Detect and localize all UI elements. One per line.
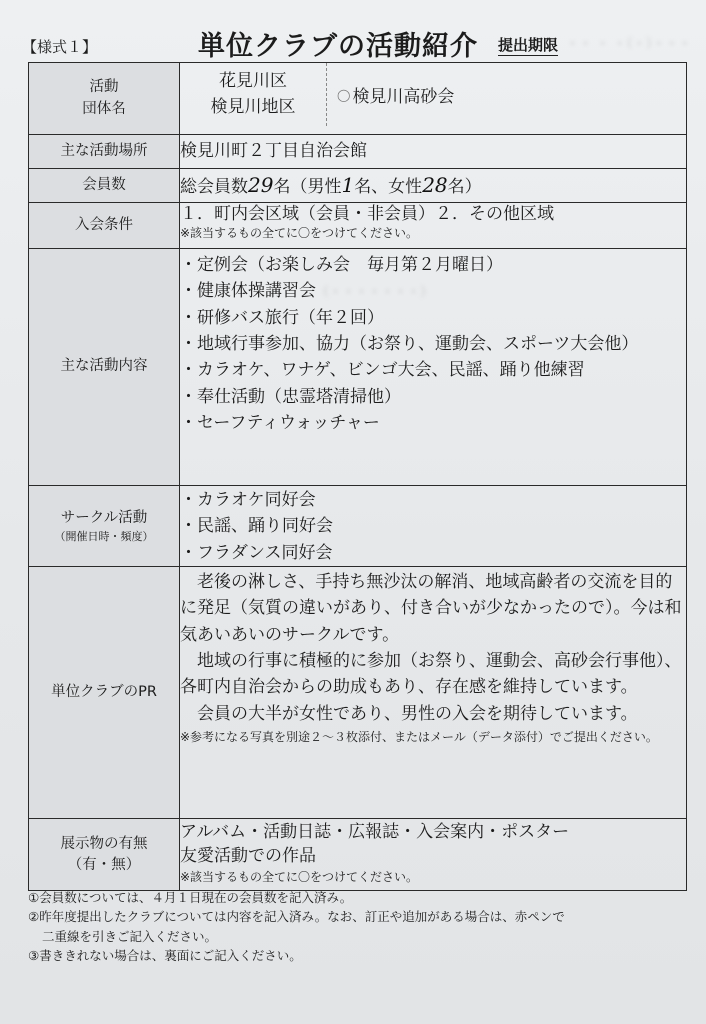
- row-pr: [29, 567, 687, 819]
- list-item: ・ 定例会（お楽しみ会 毎月第２月曜日）: [180, 255, 503, 275]
- document-title: 単位クラブの活動紹介: [198, 31, 478, 62]
- value-activities: [180, 249, 687, 486]
- label-exhibits-line2: （有・無）: [67, 856, 141, 873]
- list-item: ・ 健康体操講習会（・・・・・・・）: [180, 281, 434, 302]
- row-exhibits: [29, 819, 687, 891]
- pr-note: ※参考になる写真を別途２〜３枚添付、またはメール（データ添付）でご提出ください。: [180, 730, 658, 745]
- list-item: ・ 地域行事参加、協力（お祭り、運動会、スポーツ大会他）: [180, 334, 639, 355]
- value-conditions: [180, 203, 687, 249]
- list-item: ・ 研修バス旅行（年２回）: [180, 307, 384, 328]
- exhibits-line1: アルバム・活動日誌・広報誌・入会案内・ポスター: [180, 822, 570, 843]
- row-conditions: [29, 203, 687, 249]
- value-circles: [180, 486, 687, 567]
- footnote-1: ①会員数については、４月１日現在の会員数を記入済み。: [28, 890, 353, 905]
- label-place: 主な活動場所: [29, 135, 180, 169]
- list-item: ・ フラダンス同好会: [180, 542, 333, 563]
- list-item: ・ カラオケ、ワナゲ、ビンゴ大会、民謡、踊り他練習: [180, 360, 585, 381]
- footnote-2b: 二重線を引きご記入ください。: [42, 928, 218, 944]
- row-place: [29, 135, 687, 169]
- deadline-value-redacted: ・・ ・ ・（・）・・・: [566, 37, 692, 52]
- members-male-prefix: 名（男性: [273, 177, 342, 197]
- label-pr: 単位クラブのPR: [29, 567, 180, 819]
- list-item: ・ セーフティウォッチャー: [180, 413, 380, 434]
- activity-form-table: [28, 62, 687, 891]
- district-name: 検見川地区: [210, 96, 296, 117]
- list-item: ・ 民謡、踊り同好会: [180, 516, 333, 537]
- members-suffix: 名）: [447, 177, 482, 197]
- area-name: [180, 63, 327, 126]
- header: [0, 0, 706, 60]
- footnote-2a: ②昨年度提出したクラブについては内容を記入済み。なお、訂正や追加がある場合は、赤ペンで: [28, 909, 565, 925]
- label-organization-line1: 活動: [89, 79, 119, 96]
- pr-paragraph: 会員の大半が女性であり、男性の入会を期待しています。: [197, 703, 638, 724]
- label-conditions: 入会条件: [29, 203, 180, 249]
- members-total-handwritten: 29: [248, 173, 274, 197]
- row-circles: [29, 486, 687, 567]
- label-activities: 主な活動内容: [29, 249, 180, 486]
- label-exhibits-line1: 展示物の有無: [60, 835, 148, 852]
- value-pr: [180, 567, 687, 819]
- members-prefix: 総会員数: [180, 177, 248, 197]
- label-organization: [29, 63, 180, 135]
- value-exhibits: [180, 819, 687, 891]
- circle-mark: ◯: [337, 87, 351, 102]
- value-organization: [180, 63, 687, 135]
- label-members: 会員数: [29, 169, 180, 203]
- redacted-text: （・・・・・・・）: [316, 285, 434, 301]
- ward-name: 花見川区: [219, 71, 287, 91]
- conditions-note: ※該当するもの全てに〇をつけてください。: [180, 226, 419, 241]
- list-item: ・ 奉仕活動（忠霊塔清掃他）: [180, 386, 401, 407]
- value-members: [180, 169, 687, 203]
- label-circles-sub: （開催日時・頻度）: [54, 529, 154, 543]
- list-item: ・ カラオケ同好会: [180, 490, 316, 510]
- row-organization: [29, 63, 687, 135]
- footnote-3: ③書ききれない場合は、裏面にご記入ください。: [28, 948, 302, 964]
- pr-paragraph: 老後の淋しさ、手持ち無沙汰の解消、地域高齢者の交流を目的に発足（気質の違いがあり、付き合いが少なかったので）。今は和気あいあいのサークルです。: [180, 572, 682, 645]
- members-male-handwritten: 1: [341, 173, 355, 197]
- pr-paragraph: 地域の行事に積極的に参加（お祭り、運動会、高砂会行事他）、各町内自治会からの助成もあり、存在感を維持しています。: [180, 651, 682, 698]
- label-circles-main: サークル活動: [60, 509, 148, 526]
- members-female-handwritten: 28: [422, 173, 448, 197]
- exhibits-note: ※該当するもの全てに〇をつけてください。: [180, 869, 419, 884]
- members-female-prefix: 名、女性: [354, 177, 423, 197]
- deadline-label: 提出期限: [498, 36, 559, 54]
- conditions-text: １．町内会区域（会員・非会員）２．その他区域: [180, 204, 554, 224]
- label-circles: [29, 486, 180, 567]
- label-exhibits: [29, 819, 180, 891]
- exhibits-line2: 友愛活動での作品: [180, 845, 316, 866]
- label-organization-line2: 団体名: [82, 100, 126, 117]
- row-members: [29, 169, 687, 203]
- club-name: 検見川高砂会: [352, 87, 455, 107]
- value-place: 検見川町２丁目自治会館: [180, 135, 687, 169]
- form-number: 【様式１】: [22, 38, 98, 56]
- row-activities: [29, 249, 687, 486]
- footnotes: [28, 888, 693, 966]
